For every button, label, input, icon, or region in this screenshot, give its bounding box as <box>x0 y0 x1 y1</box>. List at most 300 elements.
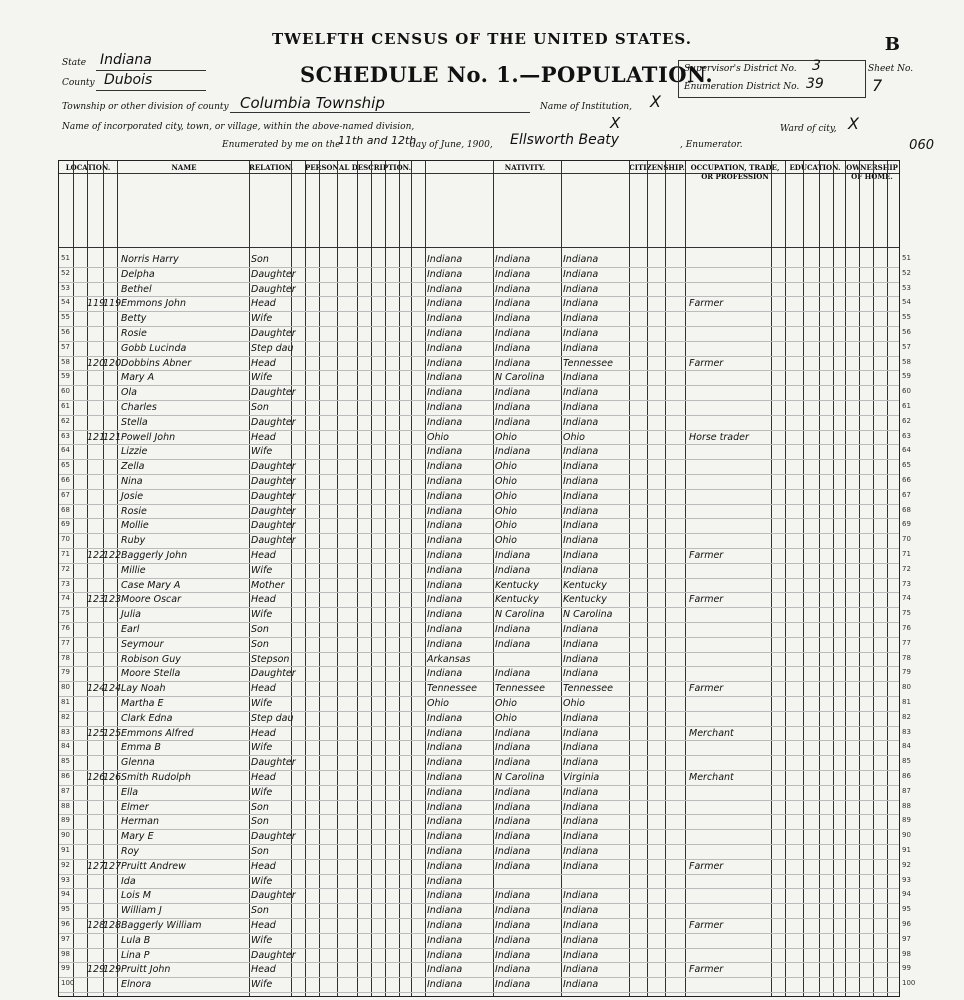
hdr-nativity: NATIVITY. <box>504 163 546 172</box>
relation: Daughter <box>251 328 296 339</box>
family-number: 122 <box>103 550 122 561</box>
father-birthplace: Indiana <box>495 905 531 917</box>
person-name: Baggerly John <box>121 550 188 561</box>
dwelling-number: 121 <box>87 431 106 443</box>
row-number: 62 <box>61 416 70 425</box>
relation: Son <box>251 624 269 635</box>
row-line <box>59 592 899 593</box>
birthplace: Indiana <box>427 742 463 754</box>
state-label: State <box>62 58 87 68</box>
mother-birthplace: Indiana <box>563 505 599 517</box>
person-name: Powell John <box>121 431 176 443</box>
row-line <box>59 296 899 297</box>
relation: Head <box>251 964 276 976</box>
father-birthplace: Indiana <box>495 742 531 754</box>
row-line <box>59 696 899 697</box>
row-number: 85 <box>61 757 70 766</box>
hdr-personal: PERSONAL DESCRIPTION. <box>304 163 412 172</box>
birthplace: Indiana <box>427 816 463 828</box>
row-number-right: 66 <box>902 476 911 484</box>
header-bottom-line <box>59 247 899 248</box>
father-birthplace: Indiana <box>495 964 531 976</box>
mother-birthplace: Indiana <box>563 535 599 547</box>
mother-birthplace: Indiana <box>563 831 599 843</box>
row-number-right: 84 <box>902 742 911 751</box>
row-number-right: 71 <box>902 550 911 558</box>
person-name: Martha E <box>121 698 164 709</box>
row-line <box>59 326 899 327</box>
row-line <box>59 548 899 549</box>
family-number: 123 <box>103 594 122 606</box>
mother-birthplace: Indiana <box>563 979 599 991</box>
father-birthplace: Indiana <box>495 357 531 369</box>
person-name: Delpha <box>121 268 155 280</box>
row-number: 68 <box>61 505 70 514</box>
relation: Head <box>251 431 276 443</box>
row-number: 57 <box>61 342 70 351</box>
birthplace: Indiana <box>427 490 463 502</box>
row-number-right: 94 <box>902 890 911 899</box>
birthplace: Arkansas <box>427 653 471 665</box>
row-line <box>59 578 899 579</box>
birthplace: Indiana <box>427 831 463 843</box>
mother-birthplace: Indiana <box>563 638 599 650</box>
city-label: Name of incorporated city, town, or village, within the above-named division, <box>62 122 415 132</box>
birthplace: Indiana <box>427 387 463 399</box>
birthplace: Indiana <box>427 638 463 650</box>
birthplace: Indiana <box>427 505 463 517</box>
row-number: 89 <box>61 816 70 825</box>
relation: Daughter <box>251 283 296 295</box>
occupation: Farmer <box>689 550 724 561</box>
birthplace: Indiana <box>427 920 463 931</box>
relation: Head <box>251 920 276 931</box>
row-number: 55 <box>61 313 70 322</box>
person-name: Julia <box>121 609 141 621</box>
row-number-right: 62 <box>902 416 911 425</box>
birthplace: Indiana <box>427 712 463 724</box>
mother-birthplace: Indiana <box>563 786 599 798</box>
row-number: 72 <box>61 564 70 573</box>
father-birthplace: N Carolina <box>495 609 545 621</box>
state-line <box>96 70 206 71</box>
row-number-right: 52 <box>902 268 911 277</box>
relation: Son <box>251 801 269 813</box>
birthplace: Indiana <box>427 846 463 857</box>
row-line <box>59 962 899 963</box>
family-number: 128 <box>103 920 122 931</box>
family-number: 119 <box>103 298 122 310</box>
occupation: Farmer <box>689 860 724 872</box>
row-number-right: 65 <box>902 461 911 470</box>
row-line <box>59 459 899 460</box>
mother-birthplace: Indiana <box>563 461 599 473</box>
row-number: 67 <box>61 490 70 499</box>
row-number-right: 72 <box>902 564 911 573</box>
person-name: Ruby <box>121 535 146 547</box>
row-number: 61 <box>61 402 70 410</box>
row-number: 84 <box>61 742 70 751</box>
row-line <box>59 474 899 475</box>
row-line <box>59 755 899 756</box>
father-birthplace: Indiana <box>495 313 531 325</box>
relation: Wife <box>251 446 273 458</box>
mother-birthplace: Kentucky <box>563 579 607 591</box>
mother-birthplace: Indiana <box>563 490 599 502</box>
mother-birthplace: Indiana <box>563 416 599 428</box>
father-birthplace: Indiana <box>495 550 531 561</box>
mother-birthplace: Indiana <box>563 372 599 384</box>
row-number-right: 96 <box>902 920 911 928</box>
father-birthplace: Indiana <box>495 934 531 946</box>
row-number: 80 <box>61 683 70 692</box>
birthplace: Indiana <box>427 283 463 295</box>
row-number: 75 <box>61 609 70 618</box>
dwelling-number: 129 <box>87 964 106 976</box>
father-birthplace: Indiana <box>495 831 531 843</box>
person-name: Mollie <box>121 520 149 532</box>
birthplace: Tennessee <box>427 683 477 695</box>
person-name: Charles <box>121 402 157 413</box>
person-name: Elnora <box>121 979 152 991</box>
person-name: Millie <box>121 564 146 576</box>
mother-birthplace: Indiana <box>563 328 599 339</box>
row-number-right: 68 <box>902 505 911 514</box>
row-number: 76 <box>61 624 70 632</box>
occupation: Merchant <box>689 727 734 739</box>
occupation: Farmer <box>689 594 724 606</box>
row-number-right: 51 <box>902 254 911 262</box>
person-name: Rosie <box>121 328 147 339</box>
dwelling-number: 127 <box>87 860 106 872</box>
row-line <box>59 356 899 357</box>
county-line <box>96 90 206 91</box>
birthplace: Indiana <box>427 550 463 561</box>
father-birthplace: Indiana <box>495 283 531 295</box>
row-line <box>59 814 899 815</box>
father-birthplace: Indiana <box>495 846 531 857</box>
mother-birthplace: Indiana <box>563 254 599 265</box>
person-name: Emmons Alfred <box>121 727 194 739</box>
dwelling-number: 128 <box>87 920 106 931</box>
row-number-right: 67 <box>902 490 911 499</box>
mother-birthplace: N Carolina <box>563 609 613 621</box>
row-line <box>59 711 899 712</box>
row-number-right: 61 <box>902 402 911 410</box>
dwelling-number: 123 <box>87 594 106 606</box>
birthplace: Indiana <box>427 372 463 384</box>
mother-birthplace: Indiana <box>563 402 599 413</box>
mother-birthplace: Indiana <box>563 268 599 280</box>
hdr-occupation: OCCUPATION, TRADE, OR PROFESSION <box>690 163 780 181</box>
ed-label: Enumeration District No. <box>684 82 800 92</box>
mother-birthplace: Indiana <box>563 801 599 813</box>
relation: Daughter <box>251 757 296 769</box>
row-number-right: 80 <box>902 683 911 692</box>
row-number-right: 89 <box>902 816 911 825</box>
father-birthplace: Ohio <box>495 535 517 547</box>
person-name: Stella <box>121 416 148 428</box>
page-stamp: 060 <box>909 138 934 153</box>
father-birthplace: Indiana <box>495 342 531 354</box>
row-number: 86 <box>61 772 70 780</box>
birthplace: Indiana <box>427 461 463 473</box>
relation: Daughter <box>251 387 296 399</box>
relation: Head <box>251 727 276 739</box>
row-number-right: 55 <box>902 313 911 322</box>
row-line <box>59 267 899 268</box>
row-number-right: 54 <box>902 298 911 307</box>
occupation: Farmer <box>689 964 724 976</box>
row-number: 83 <box>61 727 70 736</box>
birthplace: Indiana <box>427 357 463 369</box>
row-number: 63 <box>61 431 70 440</box>
relation: Daughter <box>251 461 296 473</box>
person-name: Herman <box>121 816 159 828</box>
row-number: 79 <box>61 668 70 677</box>
row-line <box>59 400 899 401</box>
person-name: Ida <box>121 875 136 887</box>
relation: Daughter <box>251 668 296 680</box>
birthplace: Indiana <box>427 535 463 547</box>
birthplace: Indiana <box>427 298 463 310</box>
row-number-right: 97 <box>902 934 911 943</box>
row-number-right: 64 <box>902 446 911 455</box>
relation: Head <box>251 357 276 369</box>
row-number: 74 <box>61 594 70 603</box>
person-name: Mary E <box>121 831 154 843</box>
mother-birthplace: Ohio <box>563 698 585 709</box>
row-number: 59 <box>61 372 70 381</box>
birthplace: Indiana <box>427 727 463 739</box>
mother-birthplace: Indiana <box>563 846 599 857</box>
birthplace: Indiana <box>427 979 463 991</box>
row-number: 96 <box>61 920 70 928</box>
row-line <box>59 666 899 667</box>
hdr-education: EDUCATION. <box>789 163 841 172</box>
hdr-name: NAME <box>171 163 197 172</box>
birthplace: Indiana <box>427 313 463 325</box>
family-number: 120 <box>103 357 122 369</box>
ed-value: 39 <box>806 76 824 92</box>
person-name: Elmer <box>121 801 149 813</box>
supervisor-value: 3 <box>812 58 821 74</box>
father-birthplace: Indiana <box>495 402 531 413</box>
occupation: Merchant <box>689 772 734 783</box>
family-number: 121 <box>103 431 122 443</box>
person-name: Mary A <box>121 372 155 384</box>
father-birthplace: Indiana <box>495 727 531 739</box>
father-birthplace: Ohio <box>495 712 517 724</box>
row-line <box>59 533 899 534</box>
relation: Daughter <box>251 416 296 428</box>
row-line <box>59 637 899 638</box>
relation: Daughter <box>251 949 296 961</box>
row-line <box>59 370 899 371</box>
birthplace: Indiana <box>427 786 463 798</box>
person-name: Baggerly William <box>121 920 202 931</box>
row-number-right: 59 <box>902 372 911 381</box>
hdr-location: LOCATION. <box>65 163 111 172</box>
birthplace: Indiana <box>427 342 463 354</box>
family-number: 124 <box>103 683 122 695</box>
row-line <box>59 977 899 978</box>
father-birthplace: Indiana <box>495 624 531 635</box>
mother-birthplace: Virginia <box>563 772 600 783</box>
birthplace: Indiana <box>427 949 463 961</box>
row-number: 60 <box>61 387 70 396</box>
dwelling-number: 122 <box>87 550 106 561</box>
birthplace: Indiana <box>427 609 463 621</box>
relation: Daughter <box>251 505 296 517</box>
mother-birthplace: Indiana <box>563 342 599 354</box>
birthplace: Indiana <box>427 328 463 339</box>
person-name: Zella <box>121 461 145 473</box>
corner-label: B <box>884 34 900 55</box>
relation: Wife <box>251 564 273 576</box>
dwelling-number: 120 <box>87 357 106 369</box>
person-name: Ella <box>121 786 139 798</box>
mother-birthplace: Indiana <box>563 653 599 665</box>
row-number: 92 <box>61 860 70 869</box>
person-name: Pruitt John <box>121 964 171 976</box>
mother-birthplace: Indiana <box>563 387 599 399</box>
father-birthplace: Indiana <box>495 638 531 650</box>
row-number-right: 78 <box>902 653 911 662</box>
row-number: 51 <box>61 254 70 262</box>
row-number-right: 82 <box>902 712 911 721</box>
enumerated-day: 11th and 12th <box>338 134 417 147</box>
row-number: 93 <box>61 875 70 884</box>
birthplace: Indiana <box>427 624 463 635</box>
row-line <box>59 992 899 993</box>
birthplace: Indiana <box>427 416 463 428</box>
mother-birthplace: Indiana <box>563 727 599 739</box>
relation: Son <box>251 402 269 413</box>
birthplace: Indiana <box>427 934 463 946</box>
row-number-right: 73 <box>902 579 911 588</box>
row-line <box>59 489 899 490</box>
person-name: Roy <box>121 846 140 857</box>
father-birthplace: Ohio <box>495 505 517 517</box>
row-number: 91 <box>61 846 70 854</box>
father-birthplace: Indiana <box>495 446 531 458</box>
row-number-right: 87 <box>902 786 911 795</box>
mother-birthplace: Indiana <box>563 668 599 680</box>
father-birthplace: Indiana <box>495 890 531 902</box>
row-line <box>59 726 899 727</box>
institution-label: Name of Institution, <box>540 102 633 112</box>
occupation: Farmer <box>689 357 724 369</box>
relation: Mother <box>251 579 285 591</box>
person-name: Lula B <box>121 934 151 946</box>
relation: Son <box>251 254 269 265</box>
row-number-right: 95 <box>902 905 911 914</box>
row-line <box>59 563 899 564</box>
schedule-title: SCHEDULE No. 1.—POPULATION. <box>300 62 714 87</box>
row-number: 94 <box>61 890 70 899</box>
father-birthplace: Indiana <box>495 328 531 339</box>
row-number-right: 93 <box>902 875 911 884</box>
person-name: Moore Oscar <box>121 594 181 606</box>
relation: Head <box>251 550 276 561</box>
row-line <box>59 918 899 919</box>
relation: Daughter <box>251 268 296 280</box>
mother-birthplace: Indiana <box>563 816 599 828</box>
row-number-right: 58 <box>902 357 911 366</box>
mother-birthplace: Ohio <box>563 431 585 443</box>
mother-birthplace: Indiana <box>563 920 599 931</box>
row-number: 97 <box>61 934 70 943</box>
row-number-right: 79 <box>902 668 911 677</box>
row-number: 100 <box>61 979 75 988</box>
row-line <box>59 444 899 445</box>
father-birthplace: N Carolina <box>495 772 545 783</box>
family-number: 126 <box>103 772 122 783</box>
city-value: X <box>610 114 621 132</box>
father-birthplace: Ohio <box>495 461 517 473</box>
father-birthplace: Kentucky <box>495 594 539 606</box>
row-line <box>59 341 899 342</box>
row-number-right: 75 <box>902 609 911 618</box>
father-birthplace: Tennessee <box>495 683 545 695</box>
father-birthplace: Indiana <box>495 786 531 798</box>
birthplace: Indiana <box>427 875 463 887</box>
birthplace: Indiana <box>427 860 463 872</box>
father-birthplace: Indiana <box>495 668 531 680</box>
relation: Daughter <box>251 535 296 547</box>
mother-birthplace: Indiana <box>563 712 599 724</box>
row-number-right: 63 <box>902 431 911 440</box>
relation: Wife <box>251 372 273 384</box>
person-name: Gobb Lucinda <box>121 342 187 354</box>
birthplace: Indiana <box>427 964 463 976</box>
dwelling-number: 119 <box>87 298 106 310</box>
row-number: 58 <box>61 357 70 366</box>
row-line <box>59 622 899 623</box>
row-number-right: 86 <box>902 772 911 780</box>
row-line <box>59 415 899 416</box>
row-number: 81 <box>61 698 70 706</box>
mother-birthplace: Indiana <box>563 298 599 310</box>
person-name: Bethel <box>121 283 152 295</box>
county-value: Dubois <box>104 72 153 88</box>
mother-birthplace: Indiana <box>563 905 599 917</box>
birthplace: Indiana <box>427 757 463 769</box>
mother-birthplace: Indiana <box>563 313 599 325</box>
father-birthplace: Indiana <box>495 564 531 576</box>
person-name: Lois M <box>121 890 151 902</box>
occupation: Farmer <box>689 298 724 310</box>
father-birthplace: N Carolina <box>495 372 545 384</box>
dwelling-number: 125 <box>87 727 106 739</box>
row-line <box>59 859 899 860</box>
relation: Step dau <box>251 342 294 354</box>
birthplace: Indiana <box>427 594 463 606</box>
mother-birthplace: Tennessee <box>563 683 613 695</box>
row-number-right: 53 <box>902 283 911 292</box>
row-line <box>59 933 899 934</box>
person-name: William J <box>121 905 162 917</box>
person-name: Dobbins Abner <box>121 357 192 369</box>
relation: Son <box>251 816 269 828</box>
row-number: 73 <box>61 579 70 588</box>
father-birthplace: Indiana <box>495 387 531 399</box>
birthplace: Ohio <box>427 698 449 709</box>
row-line <box>59 385 899 386</box>
hdr-relation: RELATION. <box>249 163 294 172</box>
relation: Wife <box>251 698 273 709</box>
